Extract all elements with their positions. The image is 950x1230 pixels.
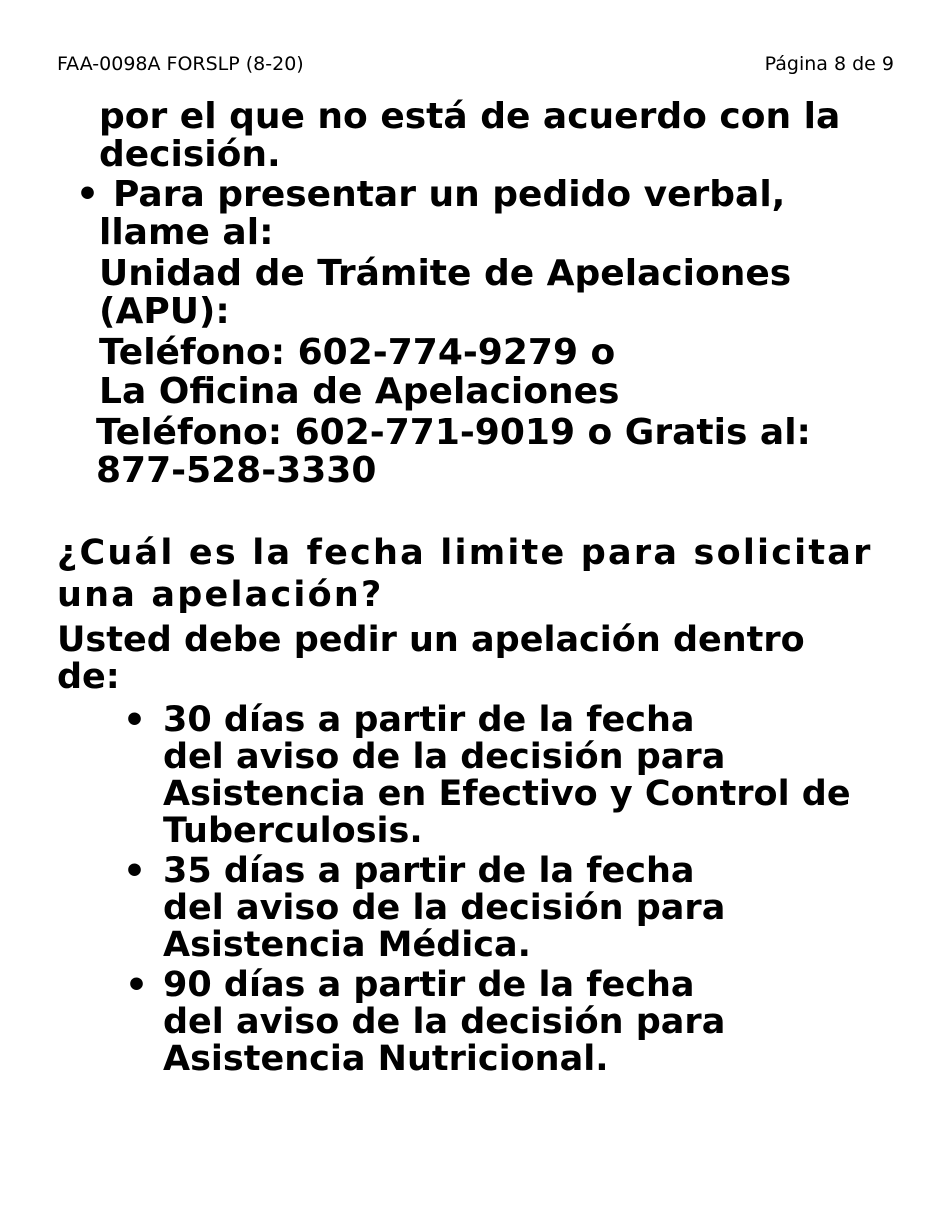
bullet-icon: • [76,174,100,215]
text-line: Unidad de Trámite de Apelaciones [99,253,792,294]
text-line: 30 días a partir de la fecha [163,700,695,740]
text-line: Asistencia en Efectivo y Control de [163,774,851,814]
continuation-text [99,98,840,174]
verbal-request-item [96,174,811,491]
text-line: Tuberculosis. [163,811,423,851]
text-line: del aviso de la decisión para [163,1002,726,1042]
text-line: Para presentar un pedido verbal, [113,174,786,215]
text-line: Usted debe pedir un apelación dentro [57,620,805,660]
text-line: ¿Cuál es la fecha limite para solicitar [57,533,873,573]
phone-line: 877-528-3330 [96,450,377,491]
text-line: Asistencia Médica. [163,925,531,965]
text-line: La Oficina de Apelaciones [99,371,620,412]
text-line: una apelación? [57,575,384,615]
text-line: del aviso de la decisión para [163,737,726,777]
deadline-item [163,853,725,964]
text-line: llame al: [99,212,274,253]
deadline-intro [57,622,805,696]
text-line: 90 días a partir de la fecha [163,965,695,1005]
text-line: de: [57,657,120,697]
deadline-item [163,967,725,1078]
phone-line: Teléfono: 602-774-9279 o [99,332,616,373]
text-line: 35 días a partir de la fecha [163,851,695,891]
deadline-item [163,702,851,850]
bullet-icon: • [125,965,149,1006]
text-line: del aviso de la decisión para [163,888,726,928]
deadline-heading [57,532,873,616]
text-line: decisión. [99,134,281,175]
text-line: (APU): [99,291,230,332]
bullet-icon: • [123,851,147,892]
bullet-icon: • [123,700,147,741]
text-line: Asistencia Nutricional. [163,1039,609,1079]
text-line: por el que no está de acuerdo con la [99,96,841,137]
page-number: Página 8 de 9 [764,53,894,75]
phone-line: Teléfono: 602-771-9019 o Gratis al: [96,412,811,453]
form-id: FAA-0098A FORSLP (8-20) [57,53,304,75]
